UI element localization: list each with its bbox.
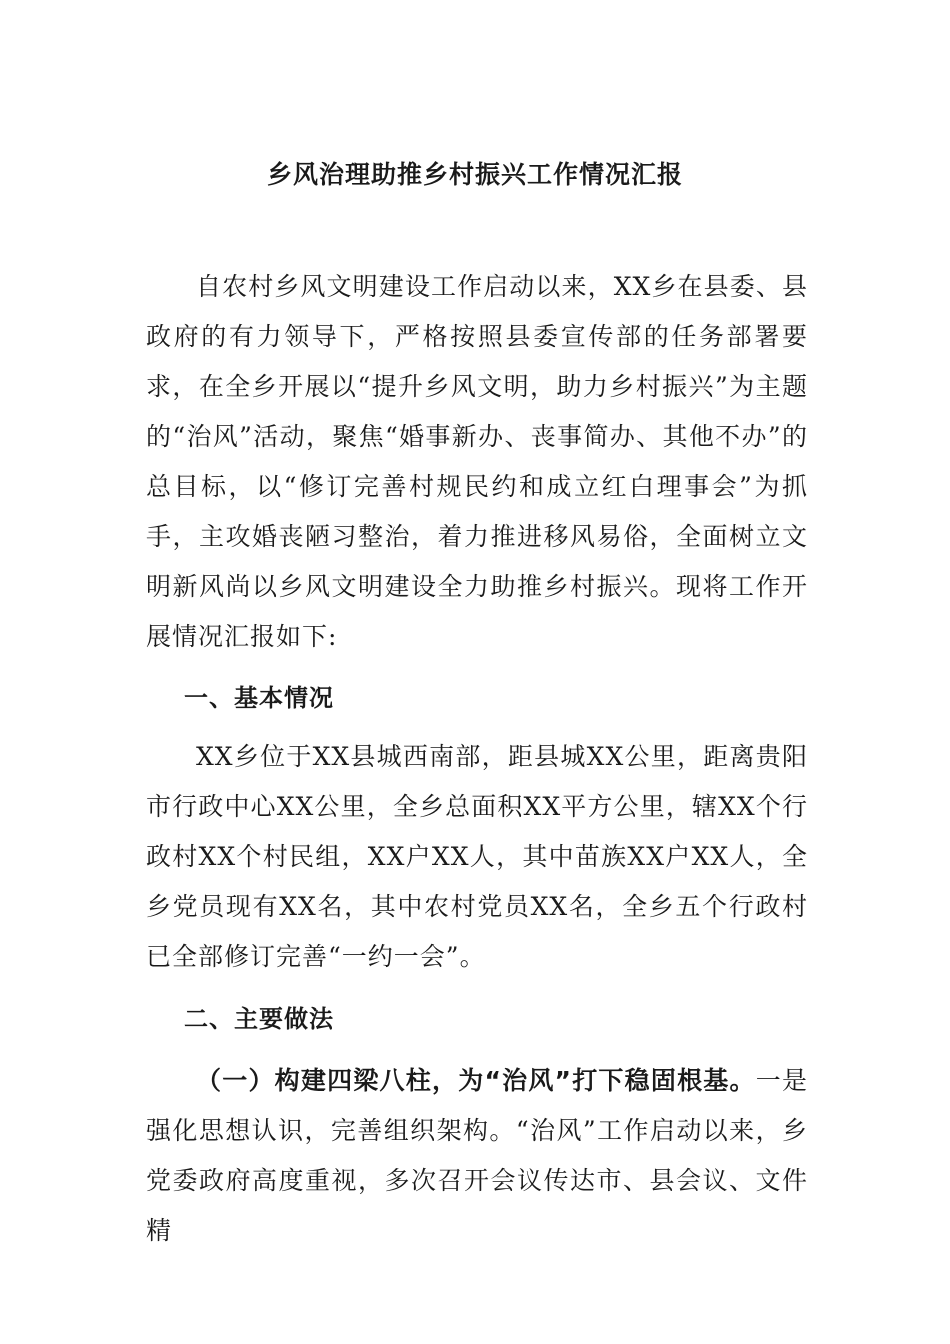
intro-paragraph: 自农村乡风文明建设工作启动以来，XX乡在县委、县政府的有力领导下，严格按照县委宣传部的任务部署要求，在全乡开展以“提升乡风文明，助力乡村振兴”为主题的“治风”活动，聚焦“婚事新办、丧事简办、其他不办”的总目标，以“修订完善村规民约和成立红白理事会”为抓手，主攻婚丧陋习整治，着力推进移风易俗，全面树立文明新风尚以乡风文明建设全力助推乡村振兴。现将工作开展情况汇报如下: (146, 272, 808, 651)
document-title: 乡风治理助推乡村振兴工作情况汇报 (266, 160, 683, 189)
main-practices-paragraph (146, 1056, 808, 1256)
subsection-text: 一是强化思想认识，完善组织架构。“治风”工作启动以来，乡党委政府高度重视，多次召开会议传达市、县会议、文件精 (146, 1066, 808, 1245)
basic-situation-paragraph: XX乡位于XX县城西南部，距县城XX公里，距离贵阳市行政中心XX公里，全乡总面积XX平方公里，辖XX个行政村XX个村民组，XX户XX人，其中苗族XX户XX人，全乡党员现有XX名，其中农村党员XX名，全乡五个行政村已全部修订完善“一约一会”。 (146, 742, 808, 971)
section-heading-basic-situation: 一、基本情况 (184, 684, 334, 712)
section-heading-main-practices: 二、主要做法 (184, 1005, 334, 1033)
subsection-lead: （一）构建四梁八柱，为“治风”打下稳固根基。 (196, 1066, 756, 1095)
